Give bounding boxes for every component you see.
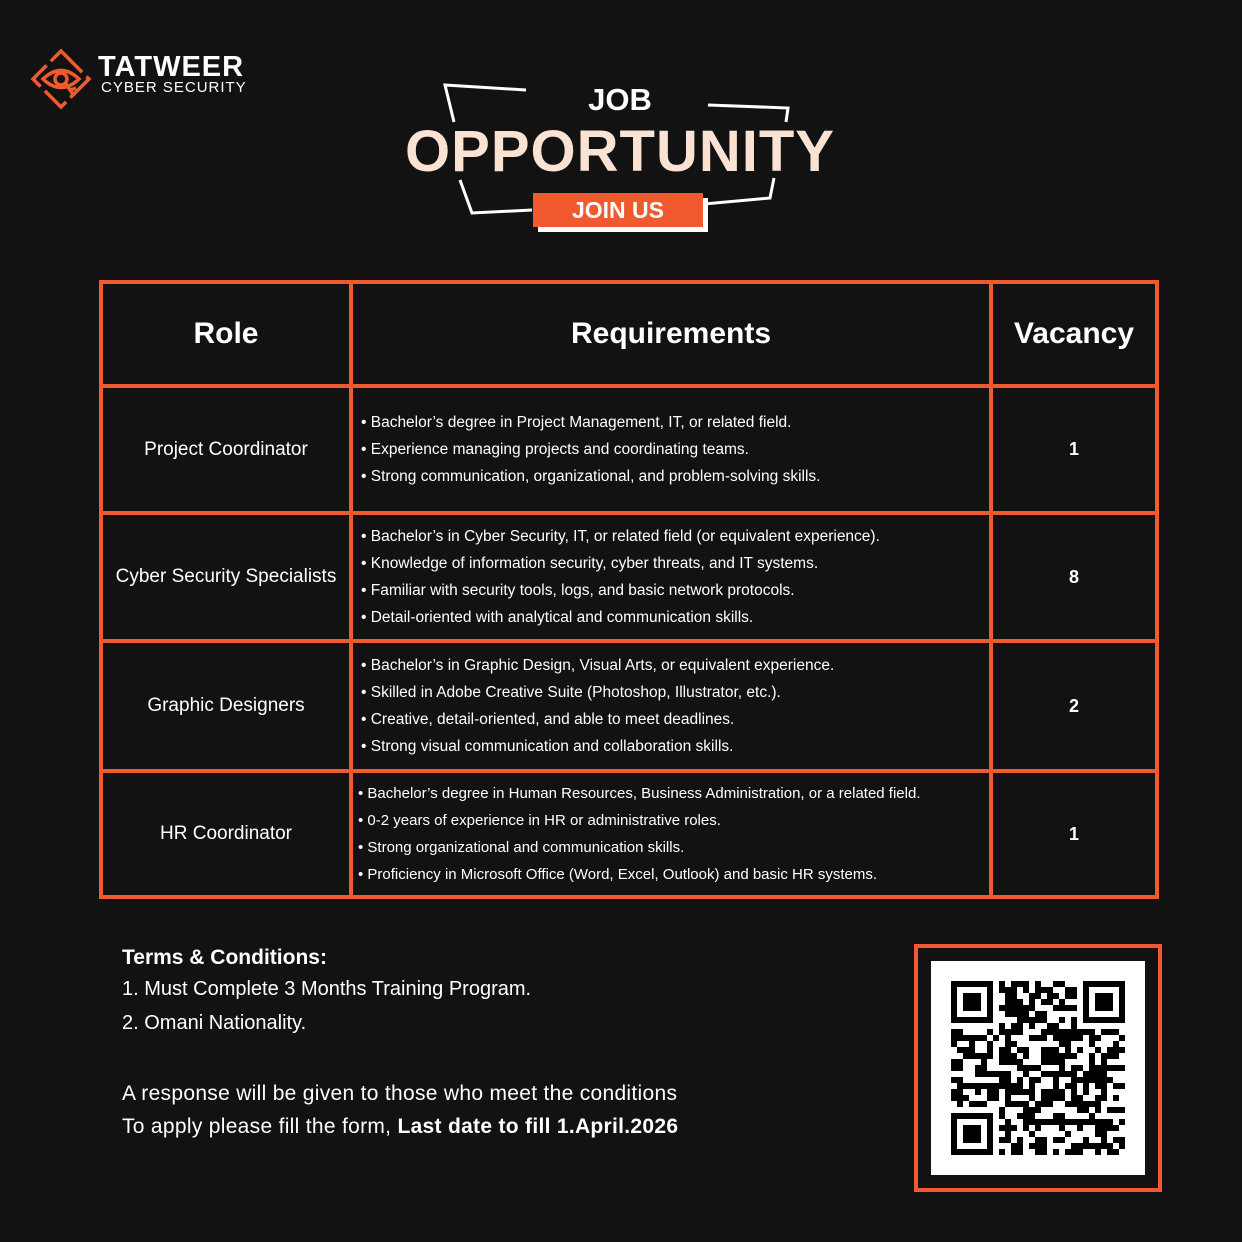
table-row [101, 641, 1157, 771]
qr-code-background [931, 961, 1145, 1175]
vacancy-cell: 8 [991, 513, 1157, 641]
join-us-badge: JOIN US [533, 193, 703, 227]
requirement-item: • Skilled in Adobe Creative Suite (Photoshop, Illustrator, etc.). [361, 684, 781, 701]
terms-title: Terms & Conditions: [122, 946, 327, 969]
requirement-item: • Knowledge of information security, cyber threats, and IT systems. [361, 555, 819, 572]
header-opportunity: OPPORTUNITY [405, 119, 835, 184]
requirement-item: • Bachelor’s in Graphic Design, Visual Arts, or equivalent experience. [361, 657, 835, 674]
requirements-cell [351, 513, 991, 641]
table-row [101, 386, 1157, 513]
requirement-item: • Experience managing projects and coordinating teams. [361, 441, 749, 458]
role-cell: Project Coordinator [101, 386, 351, 513]
vacancy-cell: 1 [991, 771, 1157, 897]
header-requirements: Requirements [351, 282, 991, 386]
jobs-table [99, 280, 1159, 899]
requirement-item: • Bachelor’s degree in Project Management, IT, or related field. [361, 414, 792, 431]
terms-item: 1. Must Complete 3 Months Training Program. [122, 978, 532, 1000]
response-line [122, 1110, 882, 1143]
requirements-cell [351, 386, 991, 513]
role-cell: Cyber Security Specialists [101, 513, 351, 641]
eye-diamond-icon [30, 48, 92, 110]
vacancy-cell: 2 [991, 641, 1157, 771]
requirement-item: • Familiar with security tools, logs, and basic network protocols. [361, 582, 795, 599]
terms-item: 2. Omani Nationality. [122, 1012, 307, 1034]
role-cell: Graphic Designers [101, 641, 351, 771]
table-row [101, 513, 1157, 641]
header-vacancy: Vacancy [991, 282, 1157, 386]
requirement-item: • Strong visual communication and collaboration skills. [361, 738, 734, 755]
header-role: Role [101, 282, 351, 386]
deadline-text: Last date to fill 1.April.2026 [397, 1115, 679, 1138]
requirements-cell [351, 641, 991, 771]
requirement-item: • Bachelor’s degree in Human Resources, Business Administration, or a related field. [358, 785, 921, 802]
brand-subtitle: CYBER SECURITY [101, 79, 247, 96]
header-job: JOB [588, 82, 652, 117]
requirement-item: • Proficiency in Microsoft Office (Word, Excel, Outlook) and basic HR systems. [358, 866, 878, 883]
requirement-item: • Bachelor’s in Cyber Security, IT, or related field (or equivalent experience). [361, 528, 880, 545]
requirements-cell [351, 771, 991, 897]
apply-text: To apply please fill the form, [122, 1115, 392, 1138]
requirement-item: • Creative, detail-oriented, and able to meet deadlines. [361, 711, 735, 728]
terms-section [122, 944, 842, 1040]
table-row [101, 771, 1157, 897]
requirement-item: • Strong organizational and communication skills. [358, 839, 685, 856]
qr-code-icon[interactable] [931, 961, 1145, 1175]
requirement-item: • Detail-oriented with analytical and communication skills. [361, 609, 754, 626]
brand-name: TATWEER [98, 51, 245, 83]
response-line: A response will be given to those who meet the conditions [122, 1082, 678, 1105]
requirement-item: • 0-2 years of experience in HR or administrative roles. [358, 812, 721, 829]
requirement-item: • Strong communication, organizational, and problem-solving skills. [361, 468, 821, 485]
qr-code-frame[interactable] [914, 944, 1162, 1192]
response-note [122, 1077, 882, 1143]
table-header-row [101, 282, 1157, 386]
role-cell: HR Coordinator [101, 771, 351, 897]
vacancy-cell: 1 [991, 386, 1157, 513]
